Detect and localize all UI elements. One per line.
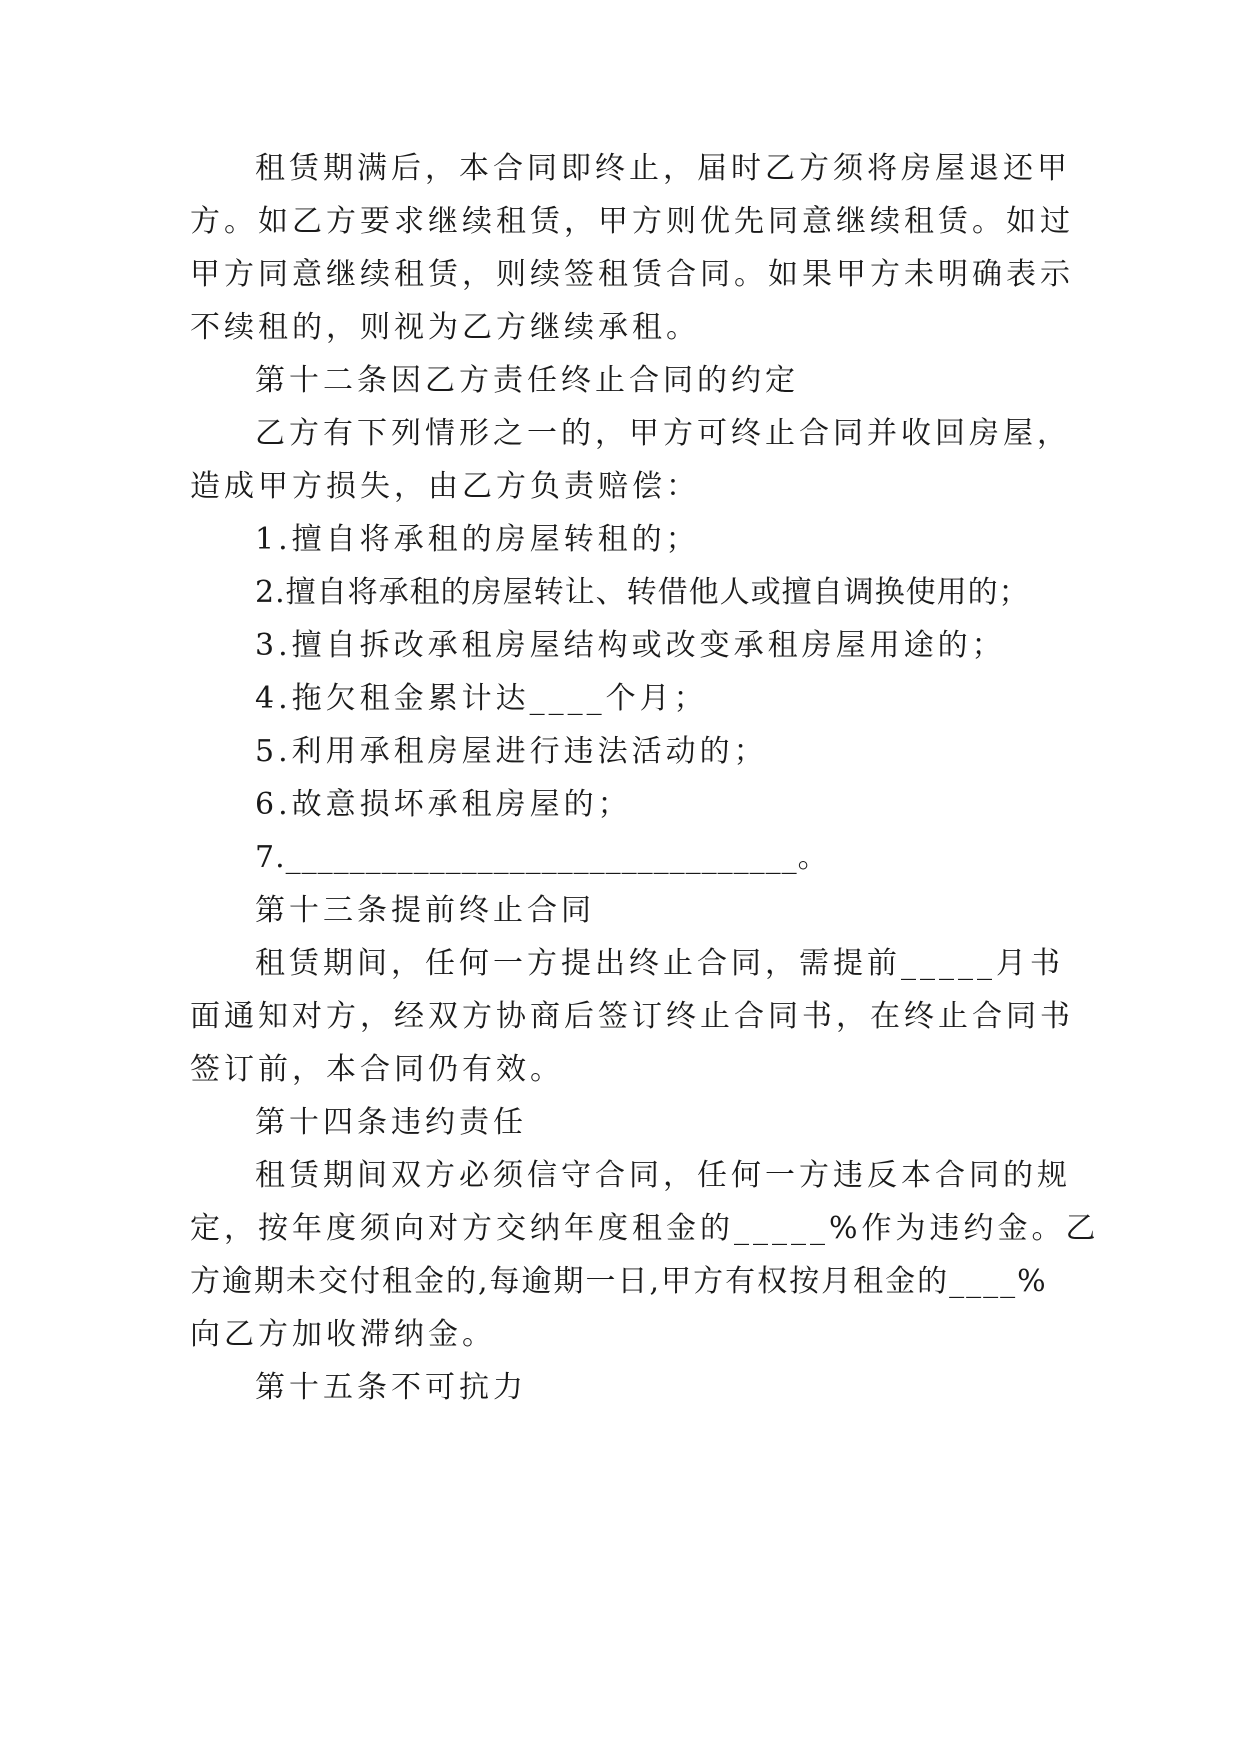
- paragraph-line: 向乙方加收滞纳金。: [190, 1317, 496, 1352]
- paragraph-line: 面通知对方，经双方协商后签订终止合同书，在终止合同书: [190, 999, 1074, 1034]
- paragraph-line: 租赁期间双方必须信守合同，任何一方违反本合同的规: [255, 1158, 1071, 1193]
- section-heading: 第十四条违约责任: [255, 1105, 527, 1140]
- paragraph-line: 不续租的，则视为乙方继续承租。: [190, 310, 700, 345]
- paragraph-line: 租赁期满后，本合同即终止，届时乙方须将房屋退还甲: [255, 151, 1071, 186]
- section-heading: 第十三条提前终止合同: [255, 893, 595, 928]
- list-item: 4.拖欠租金累计达____个月；: [255, 681, 708, 716]
- section-heading: 第十二条因乙方责任终止合同的约定: [255, 363, 799, 398]
- paragraph-line: 甲方同意继续租赁，则续签租赁合同。如果甲方未明确表示: [190, 257, 1074, 292]
- section-heading: 第十五条不可抗力: [255, 1370, 527, 1405]
- paragraph-line: 方。如乙方要求继续租赁，甲方则优先同意继续租赁。如过: [190, 204, 1074, 239]
- paragraph-line: 乙方有下列情形之一的，甲方可终止合同并收回房屋，: [255, 416, 1071, 451]
- list-item: 2.擅自将承租的房屋转让、转借他人或擅自调换使用的；: [255, 575, 1030, 610]
- paragraph-line: 租赁期间，任何一方提出终止合同，需提前_____月书: [255, 946, 1064, 981]
- list-item: 7.________________________________。: [255, 840, 829, 875]
- list-item: 5.利用承租房屋进行违法活动的；: [255, 734, 768, 769]
- paragraph-line: 方逾期未交付租金的,每逾期一日,甲方有权按月租金的____%: [190, 1264, 1048, 1299]
- paragraph-line: 造成甲方损失，由乙方负责赔偿：: [190, 469, 700, 504]
- list-item: 3.擅自拆改承租房屋结构或改变承租房屋用途的；: [255, 628, 1006, 663]
- list-item: 1.擅自将承租的房屋转租的；: [255, 522, 700, 557]
- list-item: 6.故意损坏承租房屋的；: [255, 787, 632, 822]
- paragraph-line: 定，按年度须向对方交纳年度租金的_____%作为违约金。乙: [190, 1211, 1100, 1246]
- paragraph-line: 签订前，本合同仍有效。: [190, 1052, 564, 1087]
